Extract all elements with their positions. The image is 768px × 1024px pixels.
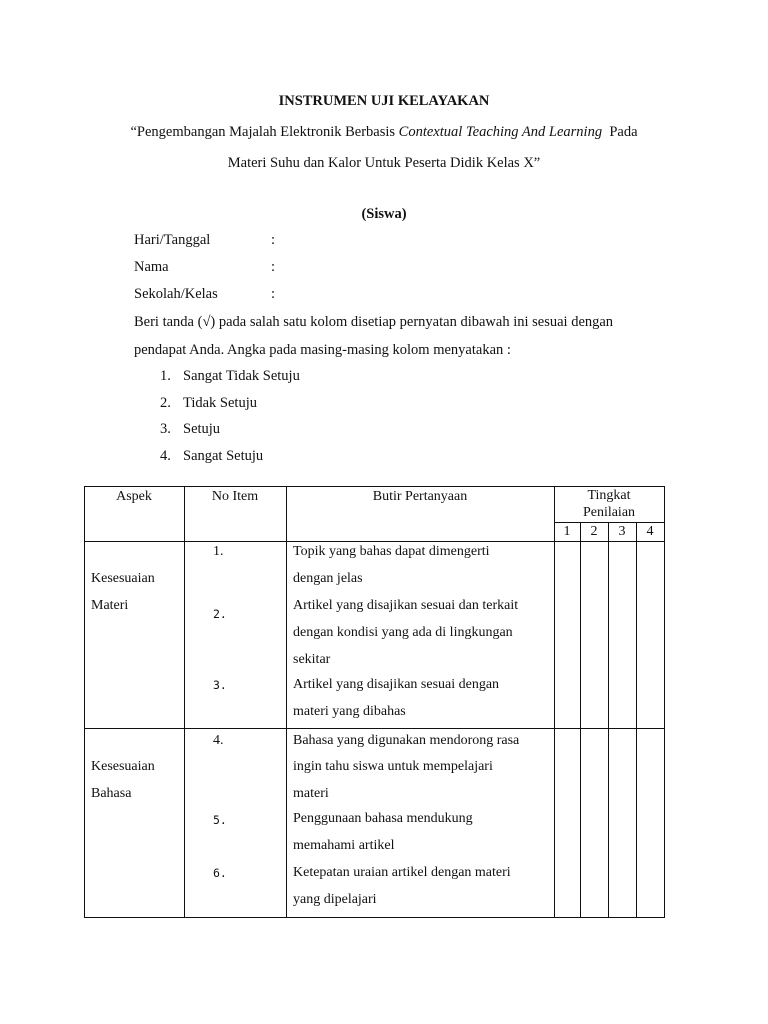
item-question-text: materi xyxy=(293,786,329,801)
field-label-hari-tanggal: Hari/Tanggal xyxy=(134,232,211,248)
table-border-right xyxy=(664,486,665,918)
item-number: 4. xyxy=(213,733,224,748)
scale-option-text: Setuju xyxy=(183,421,221,437)
table-border-top xyxy=(84,486,665,487)
header-level-1: 1 xyxy=(563,524,571,539)
item-number: 3. xyxy=(213,678,227,692)
aspek-label: Kesesuaian xyxy=(91,759,155,774)
item-question-text: ingin tahu siswa untuk mempelajari xyxy=(293,759,493,774)
aspek-label: Kesesuaian xyxy=(91,571,155,586)
item-question-text: materi yang dibahas xyxy=(293,704,406,719)
table-col-divider xyxy=(184,486,185,918)
respondent-label: (Siswa) xyxy=(361,206,407,222)
scale-option-text: Sangat Tidak Setuju xyxy=(183,368,300,384)
scale-option-number: 1. xyxy=(160,368,171,384)
table-level-col-divider xyxy=(608,522,609,918)
item-question-text: Artikel yang disajikan sesuai dan terkait xyxy=(293,598,519,613)
item-number: 6. xyxy=(213,866,227,880)
header-penilaian: Penilaian xyxy=(582,505,636,520)
field-colon: : xyxy=(271,232,276,248)
item-question-text: memahami artikel xyxy=(293,838,395,853)
document-subtitle-line1: “Pengembangan Majalah Elektronik Berbasis Contextual Teaching And Learning Pada xyxy=(130,124,638,140)
table-col-divider xyxy=(554,486,555,918)
item-number: 1. xyxy=(213,544,224,559)
header-aspek: Aspek xyxy=(116,489,152,504)
field-label-nama: Nama xyxy=(134,259,169,275)
item-question-text: dengan jelas xyxy=(293,571,363,586)
scale-option-text: Sangat Setuju xyxy=(183,448,264,464)
item-question-text: dengan kondisi yang ada di lingkungan xyxy=(293,625,513,640)
item-question-text: Penggunaan bahasa mendukung xyxy=(293,811,473,826)
header-butir-pertanyaan: Butir Pertanyaan xyxy=(372,489,468,504)
item-number: 2. xyxy=(213,607,227,621)
table-level-divider xyxy=(554,522,665,523)
header-level-3: 3 xyxy=(618,524,626,539)
table-header-bottom xyxy=(84,541,665,542)
item-question-text: Topik yang bahas dapat dimengerti xyxy=(293,544,490,559)
table-col-divider xyxy=(286,486,287,918)
scale-option-text: Tidak Setuju xyxy=(183,395,257,411)
table-border-left xyxy=(84,486,85,918)
table-border-bottom xyxy=(84,917,665,918)
item-question-text: yang dipelajari xyxy=(293,892,377,907)
scale-option-number: 4. xyxy=(160,448,171,464)
aspek-label: Materi xyxy=(91,598,129,613)
instruction-line2: pendapat Anda. Angka pada masing-masing kolom menyatakan : xyxy=(134,342,511,358)
table-group-divider xyxy=(84,728,665,729)
item-question-text: Artikel yang disajikan sesuai dengan xyxy=(293,677,500,692)
table-level-col-divider xyxy=(580,522,581,918)
item-question-text: Bahasa yang digunakan mendorong rasa xyxy=(293,733,520,748)
scale-option-number: 3. xyxy=(160,421,171,437)
header-no-item: No Item xyxy=(211,489,259,504)
aspek-label: Bahasa xyxy=(91,786,132,801)
field-label-sekolah-kelas: Sekolah/Kelas xyxy=(134,286,218,302)
header-level-4: 4 xyxy=(646,524,654,539)
item-question-text: Ketepatan uraian artikel dengan materi xyxy=(293,865,511,880)
header-level-2: 2 xyxy=(590,524,598,539)
field-colon: : xyxy=(271,286,276,302)
table-level-col-divider xyxy=(636,522,637,918)
field-colon: : xyxy=(271,259,276,275)
item-question-text: sekitar xyxy=(293,652,331,667)
header-tingkat: Tingkat xyxy=(587,488,631,503)
scale-option-number: 2. xyxy=(160,395,171,411)
item-number: 5. xyxy=(213,813,227,827)
document-subtitle-line2: Materi Suhu dan Kalor Untuk Peserta Didik Kelas X” xyxy=(227,155,541,171)
instruction-line1: Beri tanda (√) pada salah satu kolom disetiap pernyatan dibawah ini sesuai dengan xyxy=(134,314,614,330)
document-title: INSTRUMEN UJI KELAYAKAN xyxy=(278,93,490,109)
